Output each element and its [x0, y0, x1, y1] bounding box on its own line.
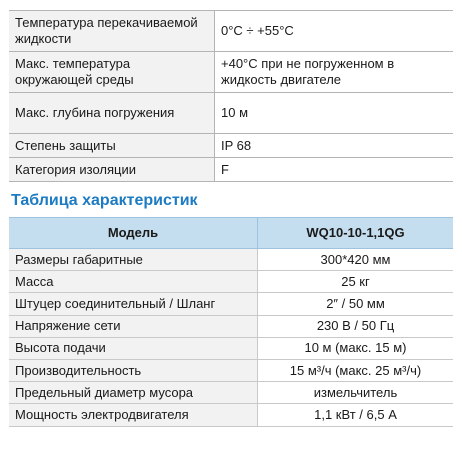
row-value: 15 м³/ч (макс. 25 м³/ч) [258, 359, 454, 381]
specs-value: 0°C ÷ +55°C [215, 11, 454, 52]
table-row [9, 315, 453, 337]
row-value: измельчитель [258, 382, 454, 404]
row-label: Предельный диаметр мусора [9, 382, 258, 404]
specs-row [9, 52, 453, 93]
specs-value: 10 м [215, 93, 454, 134]
specs-row [9, 93, 453, 134]
table-row [9, 359, 453, 381]
row-label: Масса [9, 271, 258, 293]
row-label: Высота подачи [9, 337, 258, 359]
specs-row [9, 134, 453, 158]
characteristics-table [9, 217, 453, 427]
specs-value: F [215, 158, 454, 182]
specs-row [9, 11, 453, 52]
specs-value: +40°C при не погруженном в жидкость двигателе [215, 52, 454, 93]
table-row [9, 382, 453, 404]
row-label: Штуцер соединительный / Шланг [9, 293, 258, 315]
specs-label: Макс. глубина погружения [9, 93, 215, 134]
table-row [9, 249, 453, 271]
table-row [9, 337, 453, 359]
specs-label: Макс. температура окружающей среды [9, 52, 215, 93]
row-value: 230 В / 50 Гц [258, 315, 454, 337]
characteristics-header-row [9, 218, 453, 249]
row-value: 10 м (макс. 15 м) [258, 337, 454, 359]
table-row [9, 404, 453, 426]
header-value: WQ10-10-1,1QG [258, 218, 454, 249]
specs-value: IP 68 [215, 134, 454, 158]
specs-label: Температура перекачиваемой жидкости [9, 11, 215, 52]
row-value: 300*420 мм [258, 249, 454, 271]
specs-label: Степень защиты [9, 134, 215, 158]
row-value: 1,1 кВт / 6,5 А [258, 404, 454, 426]
spec-sheet [9, 10, 453, 427]
specs-label: Категория изоляции [9, 158, 215, 182]
table-row [9, 293, 453, 315]
specs-row [9, 158, 453, 182]
section-title: Таблица характеристик [11, 192, 198, 209]
row-value: 25 кг [258, 271, 454, 293]
specs-table [9, 10, 453, 182]
row-label: Мощность электродвигателя [9, 404, 258, 426]
table-row [9, 271, 453, 293]
row-value: 2″ / 50 мм [258, 293, 454, 315]
row-label: Производительность [9, 359, 258, 381]
row-label: Напряжение сети [9, 315, 258, 337]
header-label: Модель [9, 218, 258, 249]
row-label: Размеры габаритные [9, 249, 258, 271]
